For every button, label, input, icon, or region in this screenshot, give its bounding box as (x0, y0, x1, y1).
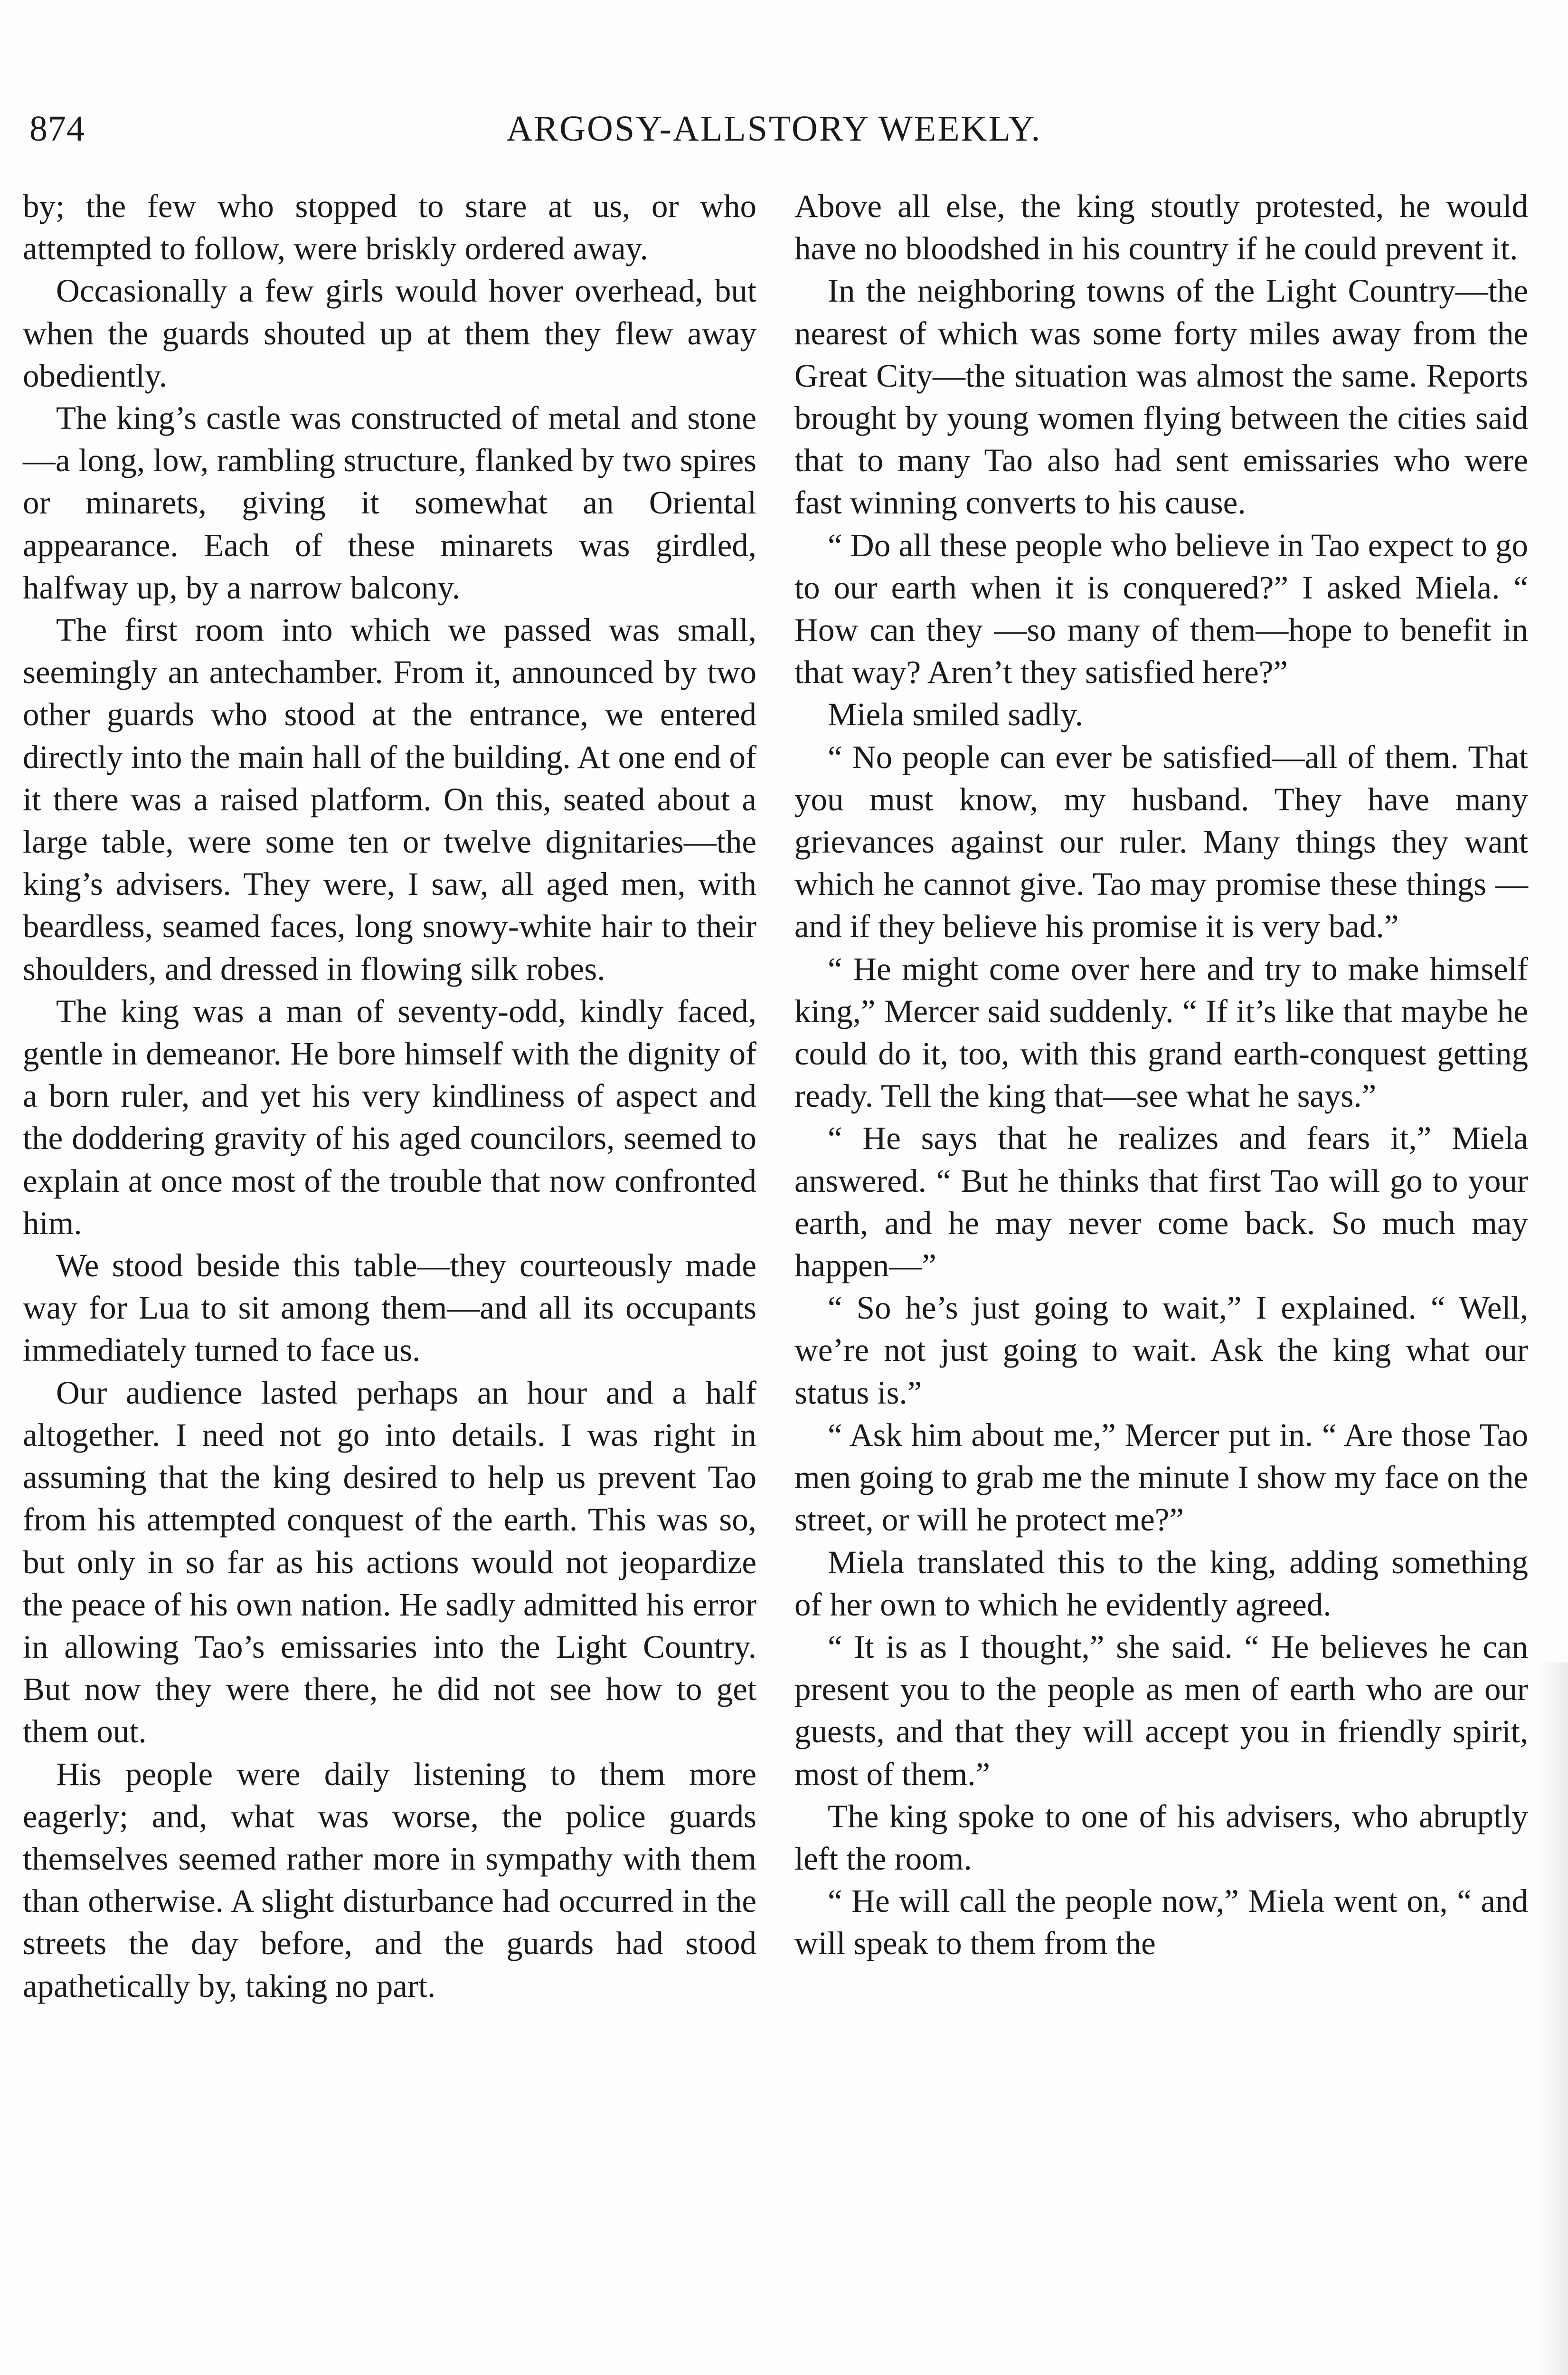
paragraph: The first room into which we passed was small, seemingly an antechamber. From it, announced by two other guards who stood at the entrance, we entered directly into the main hall of the building. At one end of it there was a raised platform. On this, seated about a large table, were some ten or twelve dignitaries—the king’s advisers. They were, I saw, all aged men, with beardless, seamed faces, long snowy-white hair to their shoulders, and dressed in flowing silk robes. (23, 612, 756, 987)
paragraph: We stood beside this table—they courteously made way for Lua to sit among them—and all its occupants immediately turned to face us. (23, 1247, 756, 1368)
right-column (794, 185, 1528, 1965)
paragraph: “ No people can ever be satisfied—all of them. That you must know, my husband. They have many grievances against our ruler. Many things they want which he cannot give. Tao may promise these things —and if they believe his promise it is very bad.” (794, 739, 1528, 945)
paragraph: by; the few who stopped to stare at us, or who attempted to follow, were briskly ordered away. (23, 188, 756, 267)
paragraph: “ Do all these people who believe in Tao expect to go to our earth when it is conquered?” I asked Miela. “ How can they —so many of them—hope to benefit in that way? Aren’t they satisfied here?” (794, 527, 1529, 691)
paragraph: His people were daily listening to them more eagerly; and, what was worse, the police guards themselves seemed rather more in sympathy with them than otherwise. A slight disturbance had occurred in the streets the day before, and the guards had stood apathetically by, taking no part. (23, 1756, 756, 2004)
paragraph: The king spoke to one of his advisers, who abruptly left the room. (794, 1798, 1528, 1877)
paragraph: In the neighboring towns of the Light Country—the nearest of which was some forty miles away from the Great City—the situation was almost the same. Reports brought by young women flying between the cities said that to many Tao also had sent emissaries who were fast winning converts to his cause. (794, 273, 1528, 521)
paragraph: The king was a man of seventy-odd, kindly faced, gentle in demeanor. He bore himself with the dignity of a born ruler, and yet his very kindliness of aspect and the doddering gravity of his aged councilors, seemed to explain at once most of the trouble that now confronted him. (23, 993, 756, 1241)
paragraph: Our audience lasted perhaps an hour and a half altogether. I need not go into details. I was right in assuming that the king desired to help us prevent Tao from his attempted conquest of the earth. This was so, but only in so far as his actions would not jeopardize the peace of his own nation. He sadly admitted his error in allowing Tao’s emissaries into the Light Country. But now they were there, he did not see how to get them out. (23, 1374, 756, 1750)
paragraph: “ He might come over here and try to make himself king,” Mercer said suddenly. “ If it’s like that maybe he could do it, too, with this grand earth-conquest getting ready. Tell the king that—see what he says.” (794, 950, 1528, 1114)
paragraph: Occasionally a few girls would hover overhead, but when the guards shouted up at them they flew away obediently. (23, 273, 756, 394)
paragraph: Miela smiled sadly. (828, 696, 1083, 733)
left-column (23, 185, 756, 2007)
paragraph: The king’s castle was constructed of metal and stone—a long, low, rambling structure, flanked by two spires or minarets, giving it somewhat an Oriental appearance. Each of these minarets was girdled, halfway up, by a narrow balcony. (23, 400, 756, 606)
paragraph: “ It is as I thought,” she said. “ He believes he can present you to the people as men of earth who are our guests, and that they will accept you in friendly spirit, most of them.” (794, 1628, 1528, 1792)
paragraph: “ He says that he realizes and fears it,” Miela answered. “ But he thinks that first Tao will go to your earth, and he may never come back. So much may happen—” (794, 1120, 1528, 1284)
paragraph: Miela translated this to the king, adding something of her own to which he evidently agreed. (794, 1544, 1528, 1623)
running-title: ARGOSY-ALLSTORY WEEKLY. (506, 109, 1042, 149)
paragraph: “ He will call the people now,” Miela went on, “ and will speak to them from the (794, 1883, 1528, 1962)
page-edge-shadow (1540, 1662, 1568, 2375)
paragraph: “ So he’s just going to wait,” I explained. “ Well, we’re not just going to wait. Ask the king what our status is.” (794, 1290, 1528, 1411)
paragraph: Above all else, the king stoutly protested, he would have no bloodshed in his country if he could prevent it. (794, 188, 1528, 267)
page-header (24, 108, 1524, 161)
paragraph: “ Ask him about me,” Mercer put in. “ Are those Tao men going to grab me the minute I show my face on the street, or will he protect me?” (794, 1416, 1528, 1538)
page-number: 874 (29, 109, 85, 149)
